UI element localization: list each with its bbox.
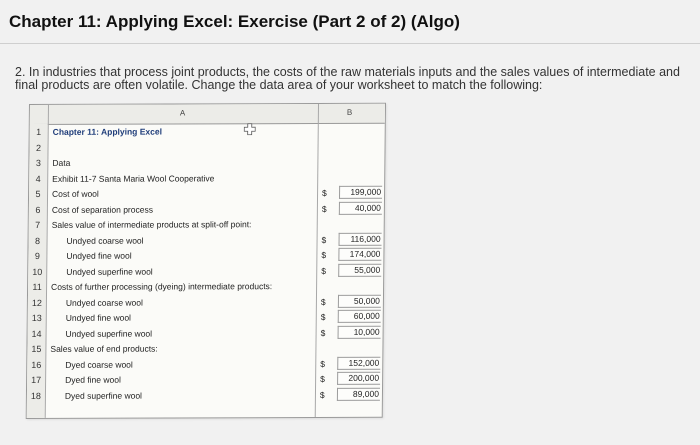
sheet-row	[28, 262, 383, 279]
cell-b-value: 40,000	[339, 201, 382, 214]
row-number: 12	[31, 297, 42, 308]
row-number: 7	[35, 219, 41, 230]
row-number: 15	[31, 343, 42, 354]
row-number: 16	[31, 359, 42, 370]
cell-a: Cost of separation process	[51, 204, 154, 215]
cell-a: Costs of further processing (dyeing) intermediate products:	[51, 281, 273, 292]
row-number: 18	[30, 390, 42, 401]
cell-a: Undyed superfine wool	[66, 266, 153, 277]
row-number: 11	[32, 281, 42, 292]
cell-a: Dyed superfine wool	[64, 390, 143, 401]
cell-b-value: 199,000	[339, 186, 382, 199]
currency-symbol: $	[320, 327, 326, 338]
sheet-row	[29, 138, 384, 155]
currency-symbol: $	[321, 249, 327, 260]
cell-b-value: 89,000	[337, 387, 380, 400]
sheet-row	[29, 200, 384, 217]
cell-a: Sales value of intermediate products at split-off point:	[51, 219, 252, 230]
row-number: 2	[35, 142, 42, 153]
sheet-row	[28, 293, 383, 310]
row-number: 6	[35, 204, 41, 215]
sheet-row	[30, 123, 385, 140]
cell-a: Undyed fine wool	[65, 312, 132, 323]
currency-symbol: $	[320, 296, 326, 307]
title-divider	[0, 43, 700, 44]
currency-symbol: $	[320, 373, 325, 384]
sheet-row	[27, 340, 382, 357]
sheet-row	[28, 309, 383, 326]
currency-symbol: $	[321, 234, 327, 245]
currency-symbol: $	[322, 187, 327, 198]
cell-b-value: 174,000	[338, 248, 381, 261]
sheet-row	[29, 185, 384, 202]
cell-b-value: 10,000	[338, 325, 381, 338]
sheet-row	[27, 371, 382, 388]
row-number: 3	[35, 157, 41, 168]
sheet-row	[28, 231, 383, 248]
cell-a: Undyed superfine wool	[65, 328, 153, 339]
row-number: 5	[35, 188, 41, 199]
cell-b-value: 60,000	[338, 310, 381, 323]
row-number: 9	[34, 250, 40, 261]
cell-b-value: 152,000	[337, 356, 380, 369]
cell-a: Undyed coarse wool	[66, 235, 144, 246]
row-number: 13	[31, 312, 42, 323]
row-number: 1	[36, 126, 42, 137]
cell-a: Sales value of end products:	[50, 343, 158, 354]
page-title: Chapter 11: Applying Excel: Exercise (Part 2 of 2) (Algo)	[9, 12, 460, 31]
cell-b-value: 116,000	[339, 232, 382, 245]
currency-symbol: $	[321, 203, 327, 214]
sheet-row	[28, 247, 383, 264]
cell-a: Cost of wool	[52, 188, 99, 199]
sheet-row	[27, 386, 382, 403]
row-number: 4	[35, 173, 41, 184]
question-text: 2. In industries that process joint products, the costs of the raw materials inputs and the sales values of intermediate and final products are often volatile. Change the data area of your worksheet to match the following:	[15, 65, 680, 92]
cell-a: Exhibit 11-7 Santa Maria Wool Cooperative	[52, 172, 215, 184]
row-number: 10	[32, 266, 43, 277]
sheet-row	[27, 355, 382, 372]
currency-symbol: $	[319, 389, 325, 400]
cell-b-value: 55,000	[338, 263, 381, 276]
cell-a: Undyed fine wool	[66, 250, 132, 261]
cell-a: Dyed fine wool	[65, 374, 121, 385]
column-letter-b: B	[346, 107, 353, 117]
sheet-title-cell: Chapter 11: Applying Excel	[52, 126, 163, 137]
cell-a: Data	[52, 157, 71, 168]
row-number: 14	[31, 328, 42, 339]
column-header-row	[30, 104, 385, 125]
sheet-row	[29, 216, 384, 233]
currency-symbol: $	[321, 265, 327, 276]
currency-symbol: $	[320, 311, 326, 322]
cell-b-value: 200,000	[337, 372, 380, 385]
sheet-row	[29, 154, 384, 171]
sheet-row	[28, 324, 383, 341]
sheet-row	[28, 278, 383, 295]
sheet-row	[29, 169, 384, 186]
row-number: 17	[31, 374, 42, 385]
spreadsheet-image	[26, 103, 386, 419]
cell-a: Dyed coarse wool	[65, 359, 133, 370]
row-number: 8	[35, 235, 41, 246]
column-letter-a: A	[179, 108, 186, 118]
currency-symbol: $	[320, 358, 326, 369]
cell-a: Undyed coarse wool	[65, 297, 143, 308]
cell-b-value: 50,000	[338, 294, 381, 307]
